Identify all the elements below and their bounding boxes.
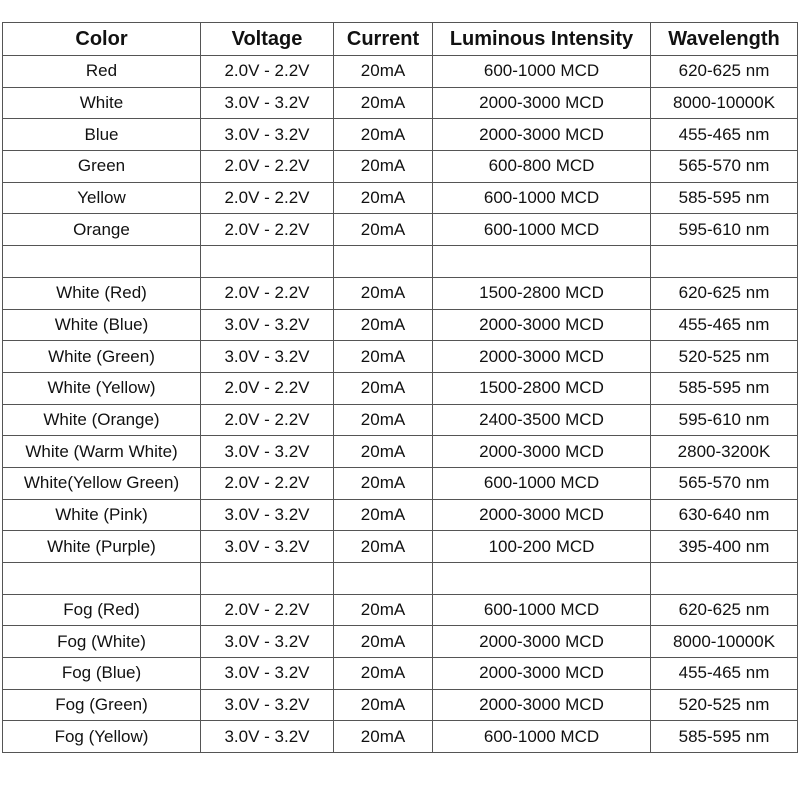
table-row — [3, 56, 798, 88]
cell-voltage: 2.0V - 2.2V — [201, 404, 334, 436]
header-wavelength: Wavelength — [651, 23, 798, 56]
cell-luminous-intensity: 2400-3500 MCD — [433, 404, 651, 436]
cell-current: 20mA — [334, 626, 433, 658]
header-row — [3, 23, 798, 56]
cell-color: Green — [3, 151, 201, 183]
cell-current: 20mA — [334, 594, 433, 626]
cell-color: White (Pink) — [3, 499, 201, 531]
cell-voltage: 3.0V - 3.2V — [201, 626, 334, 658]
cell-current — [334, 246, 433, 278]
cell-current: 20mA — [334, 119, 433, 151]
cell-voltage: 3.0V - 3.2V — [201, 119, 334, 151]
table-row — [3, 341, 798, 373]
cell-current: 20mA — [334, 372, 433, 404]
cell-current: 20mA — [334, 309, 433, 341]
cell-wavelength: 620-625 nm — [651, 594, 798, 626]
cell-color: White (Red) — [3, 277, 201, 309]
cell-color: Red — [3, 56, 201, 88]
table-body — [3, 56, 798, 753]
cell-voltage: 3.0V - 3.2V — [201, 309, 334, 341]
cell-luminous-intensity: 2000-3000 MCD — [433, 87, 651, 119]
cell-voltage: 2.0V - 2.2V — [201, 277, 334, 309]
cell-current: 20mA — [334, 436, 433, 468]
cell-wavelength: 395-400 nm — [651, 531, 798, 563]
cell-voltage: 3.0V - 3.2V — [201, 721, 334, 753]
cell-luminous-intensity: 2000-3000 MCD — [433, 436, 651, 468]
cell-color: Yellow — [3, 182, 201, 214]
cell-current: 20mA — [334, 87, 433, 119]
cell-voltage — [201, 246, 334, 278]
table-row — [3, 531, 798, 563]
cell-voltage: 2.0V - 2.2V — [201, 182, 334, 214]
cell-luminous-intensity — [433, 246, 651, 278]
cell-luminous-intensity: 600-800 MCD — [433, 151, 651, 183]
cell-wavelength: 455-465 nm — [651, 658, 798, 690]
cell-color: White (Blue) — [3, 309, 201, 341]
table-row — [3, 151, 798, 183]
cell-wavelength: 520-525 nm — [651, 689, 798, 721]
cell-color — [3, 246, 201, 278]
cell-current: 20mA — [334, 658, 433, 690]
cell-luminous-intensity: 600-1000 MCD — [433, 721, 651, 753]
cell-wavelength: 585-595 nm — [651, 721, 798, 753]
cell-wavelength: 630-640 nm — [651, 499, 798, 531]
table-row — [3, 309, 798, 341]
cell-luminous-intensity: 2000-3000 MCD — [433, 341, 651, 373]
cell-wavelength: 2800-3200K — [651, 436, 798, 468]
cell-voltage: 3.0V - 3.2V — [201, 341, 334, 373]
table-row — [3, 404, 798, 436]
cell-voltage: 3.0V - 3.2V — [201, 689, 334, 721]
cell-color: White — [3, 87, 201, 119]
table-row — [3, 563, 798, 595]
cell-voltage: 3.0V - 3.2V — [201, 499, 334, 531]
cell-voltage: 3.0V - 3.2V — [201, 658, 334, 690]
cell-color: White(Yellow Green) — [3, 467, 201, 499]
cell-color: Fog (Red) — [3, 594, 201, 626]
cell-wavelength: 620-625 nm — [651, 277, 798, 309]
cell-luminous-intensity: 600-1000 MCD — [433, 56, 651, 88]
cell-current: 20mA — [334, 467, 433, 499]
cell-luminous-intensity — [433, 563, 651, 595]
cell-current: 20mA — [334, 182, 433, 214]
cell-color: Fog (Green) — [3, 689, 201, 721]
cell-wavelength: 565-570 nm — [651, 467, 798, 499]
cell-current: 20mA — [334, 499, 433, 531]
cell-color: White (Purple) — [3, 531, 201, 563]
cell-luminous-intensity: 2000-3000 MCD — [433, 658, 651, 690]
cell-luminous-intensity: 2000-3000 MCD — [433, 309, 651, 341]
cell-wavelength: 520-525 nm — [651, 341, 798, 373]
cell-wavelength: 595-610 nm — [651, 404, 798, 436]
cell-luminous-intensity: 600-1000 MCD — [433, 182, 651, 214]
table-row — [3, 689, 798, 721]
cell-wavelength: 620-625 nm — [651, 56, 798, 88]
cell-current — [334, 563, 433, 595]
cell-luminous-intensity: 600-1000 MCD — [433, 214, 651, 246]
cell-wavelength: 595-610 nm — [651, 214, 798, 246]
cell-color: Blue — [3, 119, 201, 151]
header-voltage: Voltage — [201, 23, 334, 56]
cell-wavelength: 455-465 nm — [651, 119, 798, 151]
cell-color: White (Yellow) — [3, 372, 201, 404]
table-row — [3, 119, 798, 151]
led-spec-table — [2, 22, 798, 753]
cell-color — [3, 563, 201, 595]
table-row — [3, 721, 798, 753]
cell-current: 20mA — [334, 277, 433, 309]
table-row — [3, 499, 798, 531]
cell-voltage: 2.0V - 2.2V — [201, 467, 334, 499]
cell-current: 20mA — [334, 721, 433, 753]
cell-color: Fog (White) — [3, 626, 201, 658]
cell-voltage: 2.0V - 2.2V — [201, 372, 334, 404]
cell-current: 20mA — [334, 214, 433, 246]
table-row — [3, 594, 798, 626]
cell-voltage — [201, 563, 334, 595]
cell-color: Orange — [3, 214, 201, 246]
cell-current: 20mA — [334, 341, 433, 373]
cell-current: 20mA — [334, 689, 433, 721]
table-row — [3, 467, 798, 499]
cell-luminous-intensity: 600-1000 MCD — [433, 467, 651, 499]
cell-luminous-intensity: 2000-3000 MCD — [433, 119, 651, 151]
cell-luminous-intensity: 2000-3000 MCD — [433, 626, 651, 658]
header-luminous-intensity: Luminous Intensity — [433, 23, 651, 56]
cell-wavelength — [651, 563, 798, 595]
cell-luminous-intensity: 2000-3000 MCD — [433, 689, 651, 721]
cell-color: White (Green) — [3, 341, 201, 373]
table-row — [3, 436, 798, 468]
table-row — [3, 626, 798, 658]
cell-wavelength: 455-465 nm — [651, 309, 798, 341]
cell-wavelength: 565-570 nm — [651, 151, 798, 183]
cell-voltage: 2.0V - 2.2V — [201, 214, 334, 246]
cell-wavelength: 585-595 nm — [651, 372, 798, 404]
cell-voltage: 3.0V - 3.2V — [201, 87, 334, 119]
cell-voltage: 2.0V - 2.2V — [201, 594, 334, 626]
cell-voltage: 2.0V - 2.2V — [201, 151, 334, 183]
cell-color: White (Orange) — [3, 404, 201, 436]
header-current: Current — [334, 23, 433, 56]
cell-current: 20mA — [334, 151, 433, 183]
cell-color: Fog (Yellow) — [3, 721, 201, 753]
table-row — [3, 182, 798, 214]
cell-luminous-intensity: 100-200 MCD — [433, 531, 651, 563]
table-row — [3, 246, 798, 278]
cell-luminous-intensity: 600-1000 MCD — [433, 594, 651, 626]
cell-wavelength: 8000-10000K — [651, 626, 798, 658]
cell-voltage: 2.0V - 2.2V — [201, 56, 334, 88]
cell-current: 20mA — [334, 404, 433, 436]
header-color: Color — [3, 23, 201, 56]
cell-color: Fog (Blue) — [3, 658, 201, 690]
cell-wavelength: 585-595 nm — [651, 182, 798, 214]
table-row — [3, 372, 798, 404]
table-row — [3, 214, 798, 246]
cell-voltage: 3.0V - 3.2V — [201, 436, 334, 468]
cell-current: 20mA — [334, 531, 433, 563]
table-row — [3, 658, 798, 690]
cell-color: White (Warm White) — [3, 436, 201, 468]
cell-luminous-intensity: 1500-2800 MCD — [433, 277, 651, 309]
table-row — [3, 277, 798, 309]
table-row — [3, 87, 798, 119]
cell-wavelength: 8000-10000K — [651, 87, 798, 119]
cell-luminous-intensity: 1500-2800 MCD — [433, 372, 651, 404]
cell-current: 20mA — [334, 56, 433, 88]
cell-luminous-intensity: 2000-3000 MCD — [433, 499, 651, 531]
cell-voltage: 3.0V - 3.2V — [201, 531, 334, 563]
cell-wavelength — [651, 246, 798, 278]
